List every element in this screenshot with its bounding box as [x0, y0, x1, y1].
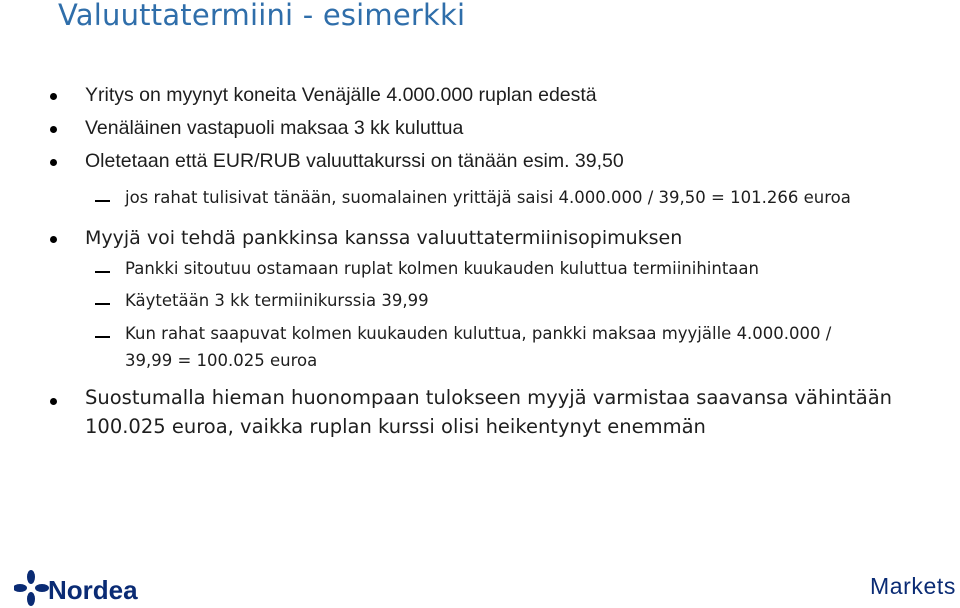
- nordea-logo: [14, 569, 142, 607]
- slide-footer: [0, 563, 960, 608]
- sub-bullet-text: Pankki sitoutuu ostamaan ruplat kolmen kuukauden kuluttua termiinihintaan: [125, 259, 759, 278]
- bullet-text-continued: 100.025 euroa, vaikka ruplan kurssi olisi heikentynyt enemmän: [85, 415, 706, 438]
- dash-icon: [95, 200, 110, 202]
- bullet-icon: [50, 126, 57, 133]
- markets-brand-text: Markets: [870, 573, 956, 599]
- sub-bullet-text: Käytetään 3 kk termiinikurssia 39,99: [125, 291, 429, 310]
- bullet-text: Yritys on myynyt koneita Venäjälle 4.000.000 ruplan edestä: [85, 84, 597, 106]
- bullet-text: Myyjä voi tehdä pankkinsa kanssa valuuttatermiinisopimuksen: [85, 227, 683, 249]
- sub-bullet-text: Kun rahat saapuvat kolmen kuukauden kuluttua, pankki maksaa myyjälle 4.000.000 /: [125, 324, 832, 343]
- nordea-logo-text: Nordea: [48, 575, 138, 605]
- bullet-icon: [50, 398, 57, 405]
- bullet-text: Venäläinen vastapuoli maksaa 3 kk kuluttua: [85, 117, 464, 139]
- bullet-icon: [50, 236, 57, 243]
- sub-bullet-text-continued: 39,99 = 100.025 euroa: [125, 351, 318, 370]
- dash-icon: [95, 271, 110, 273]
- bullet-text: Oletetaan että EUR/RUB valuuttakurssi on tänään esim. 39,50: [85, 150, 624, 172]
- slide-title: Valuuttatermiini - esimerkki: [58, 0, 466, 32]
- bullet-icon: [50, 93, 57, 100]
- bullet-icon: [50, 159, 57, 166]
- sub-bullet-text: jos rahat tulisivat tänään, suomalainen yrittäjä saisi 4.000.000 / 39,50 = 101.266 euroa: [125, 188, 851, 207]
- bullet-text: Suostumalla hieman huonompaan tulokseen myyjä varmistaa saavansa vähintään: [85, 386, 893, 409]
- dash-icon: [95, 336, 110, 338]
- dash-icon: [95, 303, 110, 305]
